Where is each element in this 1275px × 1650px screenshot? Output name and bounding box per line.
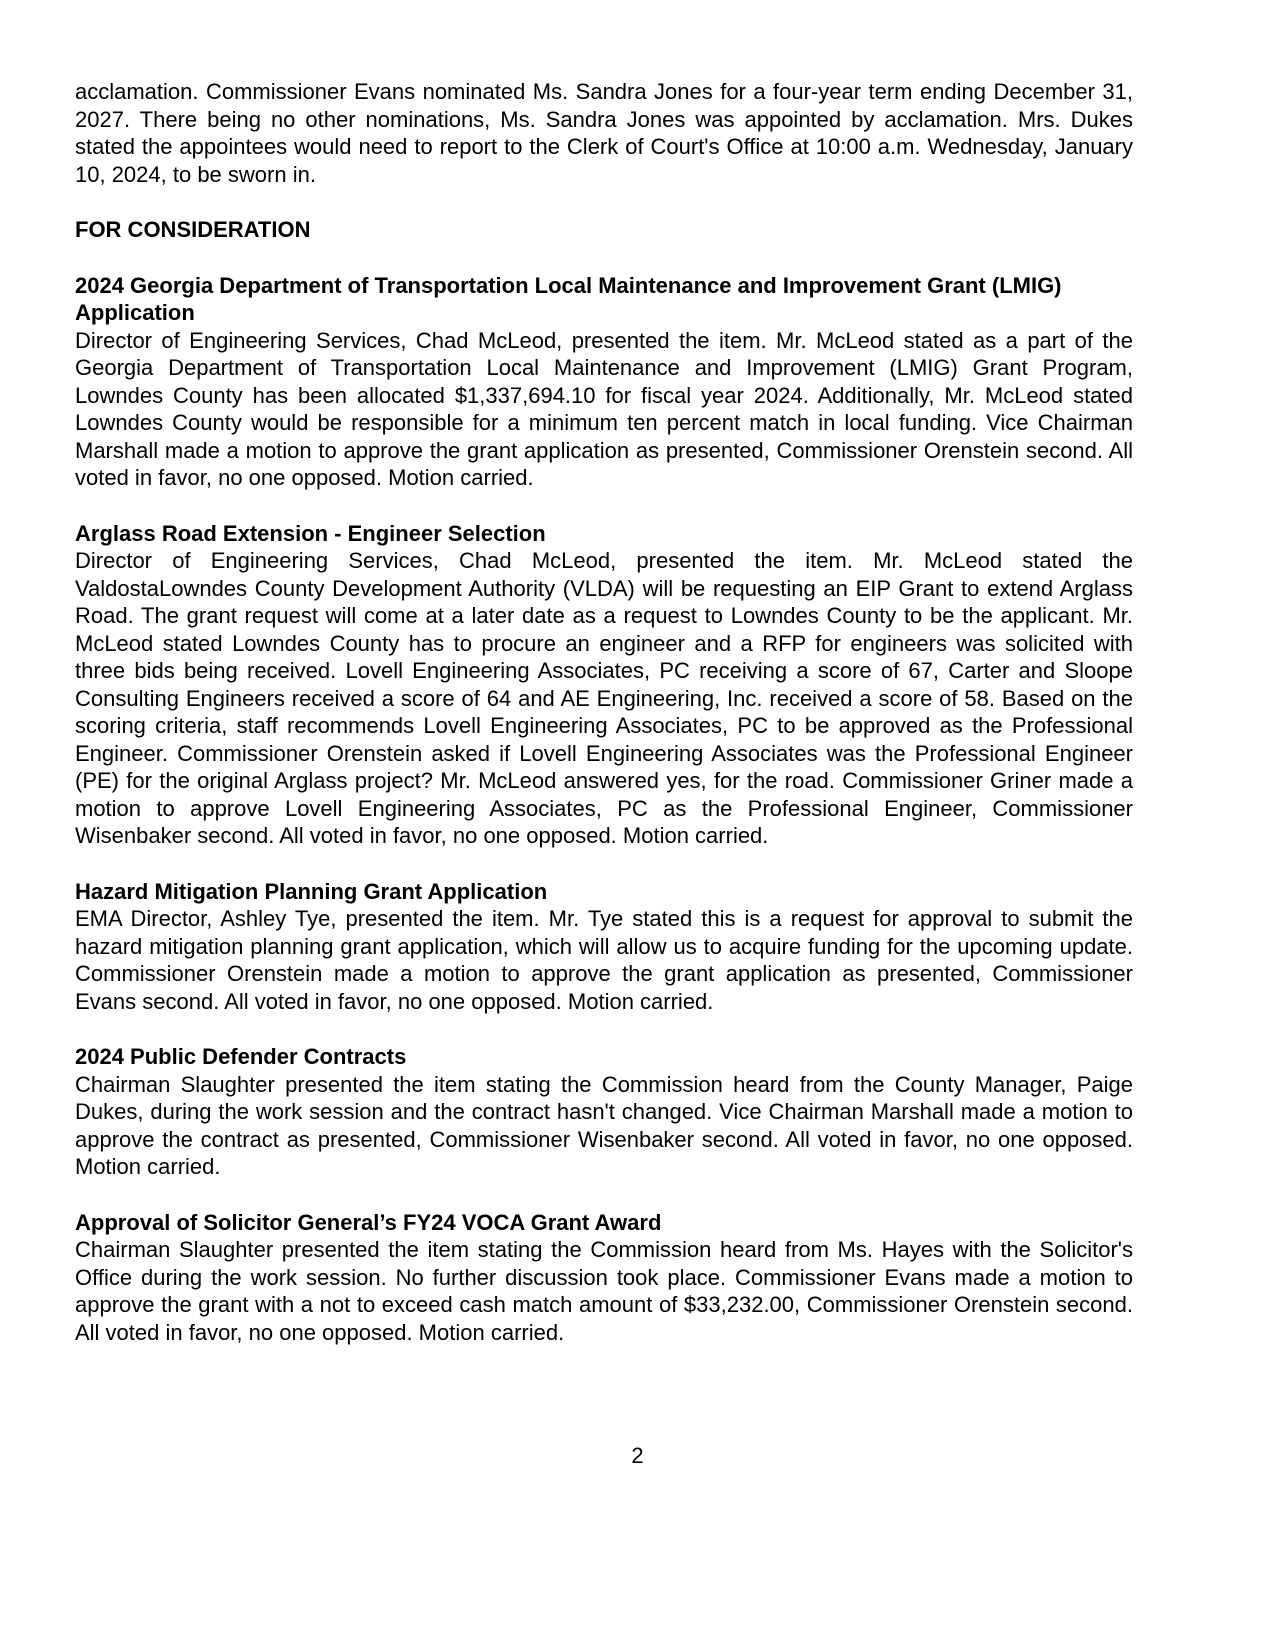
- section-body: Chairman Slaughter presented the item stating the Commission heard from the County Manager, Paige Dukes, during the work session and the contract hasn't changed. Vice Chairman Marshall made a motion to approve the contract as presented, Commissioner Wisenbaker second. All voted in favor, no one opposed. Motion carried.: [75, 1071, 1133, 1179]
- section-body: Director of Engineering Services, Chad McLeod, presented the item. Mr. McLeod stated as a part of the Georgia Department of Transportation Local Maintenance and Improvement (LMIG) Grant Program, Lowndes County has been allocated $1,337,694.10 for fiscal year 2024. Additionally, Mr. McLeod stated Lowndes County would be responsible for a minimum ten percent match in local funding. Vice Chairman Marshall made a motion to approve the grant application as presented, Commissioner Orenstein second. All voted in favor, no one opposed. Motion carried.: [75, 327, 1133, 490]
- section-heading: Arglass Road Extension - Engineer Selection: [75, 520, 546, 546]
- section-body: EMA Director, Ashley Tye, presented the item. Mr. Tye stated this is a request for approval to submit the hazard mitigation planning grant application, which will allow us to acquire funding for the upcoming update. Commissioner Orenstein made a motion to approve the grant application as presented, Commissioner Evans second. All voted in favor, no one opposed. Motion carried.: [75, 906, 1133, 1014]
- page-number: 2: [631, 1443, 644, 1468]
- section-hazard-mitigation-grant: [75, 878, 1133, 1016]
- section-lmig-application: [75, 272, 1133, 492]
- section-heading: Hazard Mitigation Planning Grant Application: [75, 878, 548, 904]
- intro-paragraph: acclamation. Commissioner Evans nominated Ms. Sandra Jones for a four-year term ending December 31, 2027. There being no other nominations, Ms. Sandra Jones was appointed by acclamation. Mrs. Dukes stated the appointees would need to report to the Clerk of Court's Office at 10:00 a.m. Wednesday, January 10, 2024, to be sworn in.: [75, 79, 1133, 187]
- section-heading: 2024 Public Defender Contracts: [75, 1044, 407, 1069]
- section-arglass-road-extension: [75, 520, 1133, 850]
- section-heading: Approval of Solicitor General’s FY24 VOCA Grant Award: [75, 1209, 662, 1235]
- for-consideration-heading: FOR CONSIDERATION: [75, 217, 311, 242]
- section-body: Director of Engineering Services, Chad McLeod, presented the item. Mr. McLeod stated the ValdostaLowndes County Development Authority (VLDA) will be requesting an EIP Grant to extend Arglass Road. The grant request will come at a later date as a request to Lowndes County to be the applicant. Mr. McLeod stated Lowndes County has to procure an engineer and a RFP for engineers was solicited with three bids being received. Lovell Engineering Associates, PC receiving a score of 67, Carter and Sloope Consulting Engineers received a score of 64 and AE Engineering, Inc. received a score of 58. Based on the scoring criteria, staff recommends Lovell Engineering Associates, PC to be approved as the Professional Engineer. Commissioner Orenstein asked if Lovell Engineering Associates was the Professional Engineer (PE) for the original Arglass project? Mr. McLeod answered yes, for the road. Commissioner Griner made a motion to approve Lovell Engineering Associates, PC as the Professional Engineer, Commissioner Wisenbaker second. All voted in favor, no one opposed. Motion carried.: [75, 548, 1133, 848]
- section-public-defender-contracts: [75, 1043, 1133, 1181]
- section-body: Chairman Slaughter presented the item stating the Commission heard from Ms. Hayes with the Solicitor's Office during the work session. No further discussion took place. Commissioner Evans made a motion to approve the grant with a not to exceed cash match amount of $33,232.00, Commissioner Orenstein second. All voted in favor, no one opposed. Motion carried.: [75, 1237, 1133, 1345]
- section-voca-grant-award: [75, 1209, 1133, 1347]
- section-heading: 2024 Georgia Department of Transportation Local Maintenance and Improvement Grant (LMIG) Application: [75, 272, 1062, 325]
